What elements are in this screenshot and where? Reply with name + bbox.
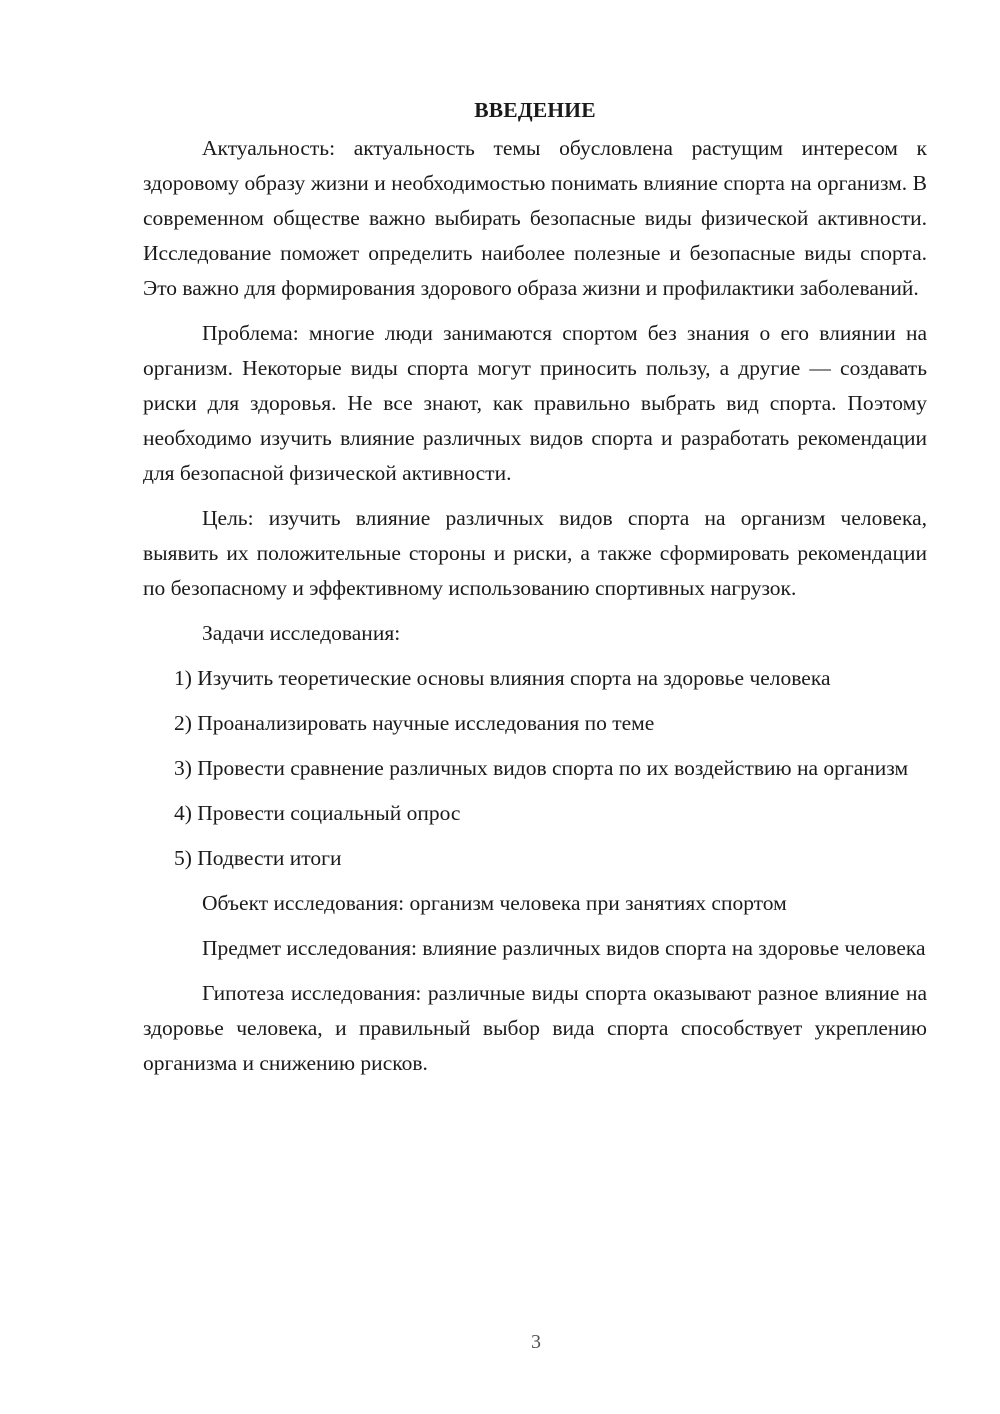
page-content [143, 93, 927, 1091]
task-item: 5) Подвести итоги [174, 846, 342, 870]
relevance-paragraph: Актуальность: актуальность темы обусловлена растущим интересом к здоровому образу жизни и необходимостью понимать влияние спорта на организм. В современном обществе важно выбирать безопасные виды физической активности. Исследование поможет определить наиболее полезные и безопасные виды спорта. Это важно для формирования здорового образа жизни и профилактики заболеваний. [143, 136, 927, 300]
object-paragraph: Объект исследования: организм человека при занятиях спортом [202, 891, 787, 915]
page-heading: ВВЕДЕНИЕ [474, 98, 596, 122]
goal-paragraph: Цель: изучить влияние различных видов спорта на организм человека, выявить их положительные стороны и риски, а также сформировать рекомендации по безопасному и эффективному использованию спортивных нагрузок. [143, 506, 927, 600]
task-item: 2) Проанализировать научные исследования по теме [174, 711, 655, 735]
subject-paragraph: Предмет исследования: влияние различных видов спорта на здоровье человека [202, 936, 926, 960]
hypothesis-paragraph: Гипотеза исследования: различные виды спорта оказывают разное влияние на здоровье человека, и правильный выбор вида спорта способствует укреплению организма и снижению рисков. [143, 981, 927, 1075]
tasks-title: Задачи исследования: [202, 621, 401, 645]
task-item: 1) Изучить теоретические основы влияния спорта на здоровье человека [174, 666, 831, 690]
page-number: 3 [531, 1331, 541, 1353]
problem-paragraph: Проблема: многие люди занимаются спортом без знания о его влиянии на организм. Некоторые виды спорта могут приносить пользу, а другие — создавать риски для здоровья. Не все знают, как правильно выбрать вид спорта. Поэтому необходимо изучить влияние различных видов спорта и разработать рекомендации для безопасной физической активности. [143, 321, 927, 485]
task-item: 4) Провести социальный опрос [174, 801, 461, 825]
task-item: 3) Провести сравнение различных видов спорта по их воздействию на организм [174, 756, 909, 780]
